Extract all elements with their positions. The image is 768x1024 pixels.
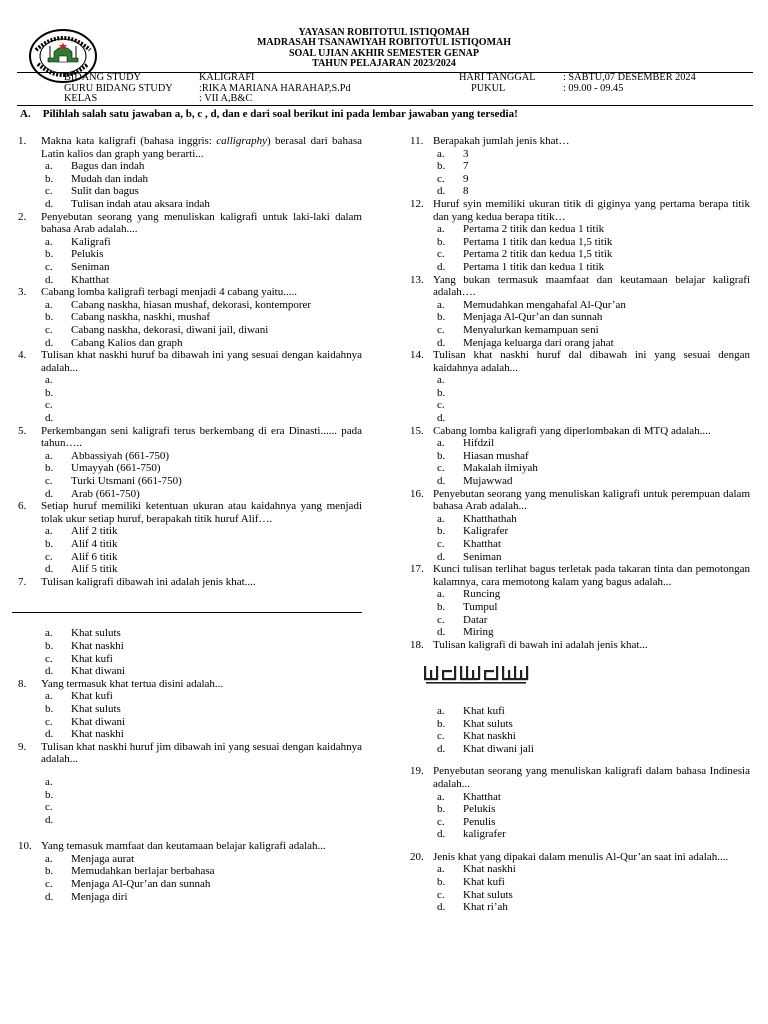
- option: c. Sulit dan bagus: [45, 185, 139, 198]
- option: a. Khat kufi: [437, 704, 505, 717]
- option: b.: [437, 386, 446, 399]
- option: a.: [45, 775, 53, 788]
- option: d. Khat naskhi: [45, 728, 124, 741]
- option: c. 9: [437, 172, 469, 185]
- option: b. Pelukis: [45, 248, 104, 261]
- option: a. Bagus dan indah: [45, 160, 145, 173]
- option: b. Khat naskhi: [45, 639, 124, 652]
- option: a. Khat suluts: [45, 627, 121, 640]
- question-text: Yang bukan termasuk maamfaat dan keutamaan belajar kaligrafi adalah….: [433, 273, 750, 299]
- option: c. Khat naskhi: [437, 730, 516, 743]
- question-3: 3. Cabang lomba kaligrafi terbagi menjadi 4 cabang yaitu..... a. Cabang naskha, hiasan mushaf, dekorasi, kontemporer b. Cabang naskha, naskhi, mushaf c. Cabang naskha, dekorasi, diwani jail, diwani d. Cabang Kalios dan graph: [18, 286, 362, 349]
- question-18: 18. Tulisan kaligrafi di bawah ini adalah jenis khat... a. Khat kufi b. Khat suluts c. Khat naskhi d. Khat diwani jali: [410, 639, 750, 756]
- option: c. Turki Utsmani (661-750): [45, 475, 182, 488]
- question-text: Tulisan kaligrafi dibawah ini adalah jenis khat....: [41, 575, 256, 588]
- question-text: Tulisan khat naskhi huruf dal dibawah ini yang sesuai dengan kaidahnya adalah...: [433, 349, 750, 374]
- option: c. Alif 6 titik: [45, 550, 118, 563]
- question-7: 7. Tulisan kaligrafi dibawah ini adalah jenis khat.... a. Khat suluts b. Khat naskhi c. Khat kufi d. Khat diwani: [18, 576, 362, 678]
- option: d. Cabang Kalios dan graph: [45, 336, 183, 349]
- option: b. 7: [437, 160, 469, 173]
- date-label: HARI TANGGAL: [459, 72, 536, 83]
- option: a. Pertama 2 titik dan kedua 1 titik: [437, 223, 605, 236]
- option: b.: [45, 386, 54, 399]
- option: b. Alif 4 titik: [45, 538, 118, 550]
- option: d. Menjaga keluarga dari orang jahat: [437, 336, 614, 349]
- question-text: Yang temasuk mamfaat dan keutamaan belajar kaligrafi adalah...: [41, 840, 326, 853]
- question-text: Perkembangan seni kaligrafi terus berkembang di era Dinasti...... pada tahun…..: [41, 424, 362, 450]
- question-text: Makna kata kaligrafi (bahasa inggris: calligraphy) berasal dari bahasa Latin kalios dan graph yang berarti...: [41, 135, 362, 160]
- option: a. Hifdzil: [437, 437, 495, 450]
- option: b. Memudahkan berlajar berbahasa: [45, 865, 215, 878]
- info-values-left: [199, 73, 351, 105]
- question-text: Cabang lomba kaligrafi yang diperlombakan di MTQ adalah....: [433, 424, 711, 437]
- academic-year: TAHUN PELAJARAN 2023/2024: [312, 58, 456, 70]
- exam-title: SOAL UJIAN AKHIR SEMESTER GENAP: [288, 47, 480, 59]
- time-label: PUKUL: [471, 82, 506, 94]
- question-text: Setiap huruf memiliki ketentuan ukuran atau kaidahnya yang menjadi tolak ukur setiap huruf, berapakah titik huruf Alif….: [41, 500, 362, 525]
- option: c. Cabang naskha, dekorasi, diwani jail, diwani: [45, 323, 269, 336]
- question-column-left: [18, 135, 362, 903]
- option: d. kaligrafer: [437, 828, 506, 841]
- option: d.: [437, 412, 446, 425]
- question-9: 9. Tulisan khat naskhi huruf jim dibawah ini yang sesuai dengan kaidahnya adalah... a. b. c. d.: [18, 740, 362, 826]
- foundation-name: YAYASAN ROBITOTUL ISTIQOMAH: [298, 27, 470, 38]
- option: a. Runcing: [437, 588, 501, 601]
- option: c.: [45, 399, 53, 412]
- option: d. Pertama 1 titik dan kedua 1 titik: [437, 260, 605, 273]
- option: a. Memudahkan mengahafal Al-Qur’an: [437, 298, 626, 311]
- question-text: Yang termasuk khat tertua disini adalah...: [41, 677, 224, 690]
- option: c. Khatthat: [437, 538, 501, 550]
- option: b. Khat suluts: [437, 717, 513, 730]
- option: d. 8: [437, 185, 469, 198]
- question-4: 4. Tulisan khat naskhi huruf ba dibawah ini yang sesuai dengan kaidahnya adalah... a. b. c. d.: [18, 349, 362, 425]
- question-text: Tulisan khat naskhi huruf ba dibawah ini yang sesuai dengan kaidahnya adalah...: [41, 349, 362, 374]
- question-text: Berapakah jumlah jenis khat…: [433, 135, 570, 147]
- question-8: 8. Yang termasuk khat tertua disini adalah... a. Khat kufi b. Khat suluts c. Khat diwani d. Khat naskhi: [18, 678, 362, 741]
- option: a. Khat kufi: [45, 690, 113, 703]
- option: b. Umayyah (661-750): [45, 462, 161, 475]
- option: c. Menjaga Al-Qur’an dan sunnah: [45, 878, 211, 891]
- option: c. Datar: [437, 613, 488, 626]
- option: c. Menyalurkan kemampuan seni: [437, 323, 599, 336]
- question-text: Penyebutan seorang yang menuliskan kaligrafi untuk perempuan dalam bahasa Arab adalah...: [433, 487, 750, 513]
- option: d.: [45, 813, 54, 826]
- class-value: : VII A,B&C: [199, 93, 253, 105]
- option: c. Penulis: [437, 815, 496, 828]
- option: d. Mujawwad: [437, 475, 513, 488]
- option: a. Alif 2 titik: [45, 525, 118, 538]
- option: d. Khatthat: [45, 273, 109, 286]
- class-label: KELAS: [64, 93, 98, 105]
- option: c.: [45, 801, 53, 814]
- option: b. Mudah dan indah: [45, 172, 148, 185]
- question-text: Cabang lomba kaligrafi terbagi menjadi 4 cabang yaitu.....: [41, 286, 297, 299]
- subject-label: BIDANG STUDY: [64, 72, 141, 83]
- question-1: [18, 135, 362, 211]
- option: c. Khat diwani: [45, 715, 126, 728]
- time-value: : 09.00 - 09.45: [563, 82, 624, 94]
- question-17: 17. Kunci tulisan terlihat bagus terletak pada takaran tinta dan pemotongan kalamnya, cara memotong kalam yang bagus adalah... a. Runcing b. Tumpul c. Datar d. Miring: [410, 563, 750, 639]
- section-letter: A.: [20, 108, 31, 120]
- option: c.: [437, 399, 445, 412]
- instruction: [20, 108, 518, 120]
- question-text: Tulisan khat naskhi huruf jim dibawah ini yang sesuai dengan kaidahnya adalah...: [41, 740, 362, 766]
- option: c. Khat kufi: [45, 652, 113, 665]
- option: b. Tumpul: [437, 600, 498, 613]
- option: b. Menjaga Al-Qur’an dan sunnah: [437, 311, 603, 324]
- option: d.: [45, 412, 54, 425]
- option: d. Seniman: [437, 550, 502, 563]
- option: d. Khat ri’ah: [437, 901, 508, 914]
- info-values-right: [563, 73, 696, 94]
- option: d. Alif 5 titik: [45, 563, 118, 576]
- option: c. Khat suluts: [437, 888, 513, 901]
- option: d. Arab (661-750): [45, 487, 140, 500]
- question-number: 1.: [18, 135, 27, 147]
- answer-line: [18, 588, 362, 613]
- option: a. Khat naskhi: [437, 863, 516, 876]
- question-text: Kunci tulisan terlihat bagus terletak pada takaran tinta dan pemotongan kalamnya, cara memotong kalam yang bagus adalah...: [433, 563, 750, 588]
- option: a. Khatthat: [437, 790, 501, 803]
- instruction-text: Pilihlah salah satu jawaban a, b, c , d, dan e dari soal berikut ini pada lembar jawaban yang tersedia!: [42, 108, 518, 120]
- question-text: Jenis khat yang dipakai dalam menulis Al-Qur’an saat ini adalah....: [433, 850, 729, 863]
- kufi-calligraphy-image: [420, 663, 532, 687]
- option: b. Khat suluts: [45, 702, 121, 715]
- option: b. Khat kufi: [437, 876, 505, 889]
- info-labels-right: [459, 73, 536, 94]
- subject-value: KALIGRAFI: [199, 72, 255, 83]
- question-text: Tulisan kaligrafi di bawah ini adalah jenis khat...: [433, 638, 648, 651]
- teacher-value: :RIKA MARIANA HARAHAP,S.Pd: [199, 82, 351, 94]
- option: a. Menjaga aurat: [45, 852, 135, 865]
- option: d. Khat diwani jali: [437, 742, 534, 755]
- question-14: 14. Tulisan khat naskhi huruf dal dibawah ini yang sesuai dengan kaidahnya adalah... a. b. c. d.: [410, 349, 750, 425]
- teacher-label: GURU BIDANG STUDY: [64, 82, 173, 94]
- option: d. Tulisan indah atau aksara indah: [45, 197, 210, 210]
- question-16: 16. Penyebutan seorang yang menuliskan kaligrafi untuk perempuan dalam bahasa Arab adalah... a. Khatthathah b. Kaligrafer c. Khatthat d. Seniman: [410, 487, 750, 563]
- option: b. Cabang naskha, naskhi, mushaf: [45, 311, 210, 324]
- question-10: 10. Yang temasuk mamfaat dan keutamaan belajar kaligrafi adalah... a. Menjaga aurat b. Memudahkan berlajar berbahasa c. Menjaga Al-Qur’an dan sunnah d. Menjaga diri: [18, 840, 362, 903]
- question-20: 20. Jenis khat yang dipakai dalam menulis Al-Qur’an saat ini adalah.... a. Khat naskhi b. Khat kufi c. Khat suluts d. Khat ri’ah: [410, 851, 750, 914]
- option: b. Hiasan mushaf: [437, 449, 529, 462]
- option: a.: [45, 374, 53, 387]
- option: a. 3: [437, 147, 469, 160]
- option: a. Khatthathah: [437, 512, 517, 525]
- option: a.: [437, 374, 445, 387]
- question-text: Penyebutan seorang yang menuliskan kaligrafi untuk laki-laki dalam bahasa Arab adalah....: [41, 210, 362, 236]
- option: b. Pelukis: [437, 803, 496, 816]
- date-value: : SABTU,07 DESEMBER 2024: [563, 72, 696, 83]
- option: b. Pertama 1 titik dan kedua 1,5 titik: [437, 235, 613, 248]
- option: c. Pertama 2 titik dan kedua 1,5 titik: [437, 248, 613, 261]
- option: a. Abbassiyah (661-750): [45, 449, 170, 462]
- info-divider: [17, 105, 753, 106]
- info-labels-left: [64, 73, 173, 105]
- option: b. Kaligrafer: [437, 525, 509, 538]
- option: a. Cabang naskha, hiasan mushaf, dekorasi, kontemporer: [45, 298, 312, 311]
- question-6: 6. Setiap huruf memiliki ketentuan ukuran atau kaidahnya yang menjadi tolak ukur setiap huruf, berapakah titik huruf Alif…. a. Alif 2 titik b. Alif 4 titik c. Alif 6 titik d. Alif 5 titik: [18, 500, 362, 576]
- option: b.: [45, 788, 54, 801]
- question-5: 5. Perkembangan seni kaligrafi terus berkembang di era Dinasti...... pada tahun….. a. Abbassiyah (661-750) b. Umayyah (661-750) c. Turki Utsmani (661-750) d. Arab (661-750): [18, 424, 362, 500]
- question-text: Huruf syin memiliki ukuran titik di giginya yang pertama berapa titik dan yang kedua berapa titik…: [433, 197, 750, 223]
- question-13: 13. Yang bukan termasuk maamfaat dan keutamaan belajar kaligrafi adalah…. a. Memudahkan mengahafal Al-Qur’an b. Menjaga Al-Qur’an dan sunnah c. Menyalurkan kemampuan seni d. Menjaga keluarga dari orang jahat: [410, 273, 750, 349]
- school-name: MADRASAH TSANAWIYAH ROBITOTUL ISTIQOMAH: [256, 37, 512, 49]
- option: d. Menjaga diri: [45, 890, 128, 903]
- question-column-right: [410, 135, 750, 914]
- option: a. Kaligrafi: [45, 235, 111, 248]
- question-19: 19. Penyebutan seorang yang menuliskan kaligrafi dalam bahasa Indinesia adalah... a. Khatthat b. Pelukis c. Penulis d. kaligrafer: [410, 765, 750, 841]
- question-11: 11. Berapakah jumlah jenis khat… a. 3 b. 7 c. 9 d. 8: [410, 135, 750, 198]
- option: d. Miring: [437, 626, 494, 639]
- question-15: 15. Cabang lomba kaligrafi yang diperlombakan di MTQ adalah.... a. Hifdzil b. Hiasan mushaf c. Makalah ilmiyah d. Mujawwad: [410, 425, 750, 488]
- question-12: 12. Huruf syin memiliki ukuran titik di giginya yang pertama berapa titik dan yang kedua berapa titik… a. Pertama 2 titik dan kedua 1 titik b. Pertama 1 titik dan kedua 1,5 titik c. Pertama 2 titik dan kedua 1,5 titik d. Pertama 1 titik dan kedua 1 titik: [410, 197, 750, 273]
- option: d. Khat diwani: [45, 665, 126, 678]
- question-2: 2. Penyebutan seorang yang menuliskan kaligrafi untuk laki-laki dalam bahasa Arab adalah.... a. Kaligrafi b. Pelukis c. Seniman d. Khatthat: [18, 210, 362, 286]
- question-text: Penyebutan seorang yang menuliskan kaligrafi dalam bahasa Indinesia adalah...: [433, 765, 750, 790]
- option: c. Seniman: [45, 260, 110, 273]
- school-header: [180, 28, 588, 70]
- option: c. Makalah ilmiyah: [437, 462, 538, 475]
